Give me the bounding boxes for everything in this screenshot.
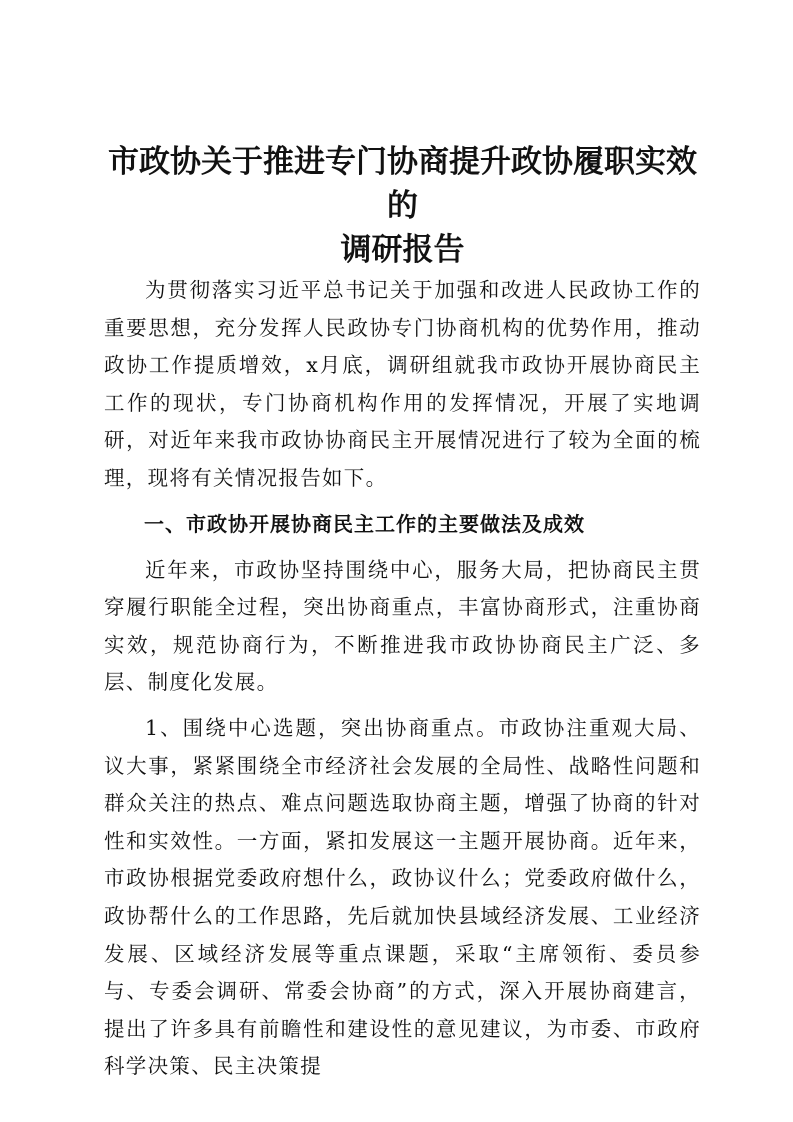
point-1-paragraph: 1、围绕中心选题，突出协商重点。市政协注重观大局、议大事，紧紧围绕全市经济社会发展的全局性、战略性问题和群众关注的热点、难点问题选取协商主题，增强了协商的针对性和实效性。一方面，紧扣发展这一主题开展协商。近年来，市政协根据党委政府想什么，政协议什么；党委政府做什么，政协帮什么的工作思路，先后就加快县域经济发展、工业经济发展、区域经济发展等重点课题，采取“主席领衔、委员参与、专委会调研、常委会协商”的方式，深入开展协商建言，提出了许多具有前瞻性和建设性的意见建议，为市委、市政府科学决策、民主决策提: [104, 715, 701, 1079]
intro-paragraph: 为贯彻落实习近平总书记关于加强和改进人民政协工作的重要思想，充分发挥人民政协专门协商机构的优势作用，推动政协工作提质增效，x月底，调研组就我市政协开展协商民主工作的现状，专门协商机构作用的发挥情况，开展了实地调研，对近年来我市政协协商民主开展情况进行了较为全面的梳理，现将有关情况报告如下。: [104, 278, 701, 490]
section-1-paragraph: 近年来，市政协坚持围绕中心，服务大局，把协商民主贯穿履行职能全过程，突出协商重点，丰富协商形式，注重协商实效，规范协商行为，不断推进我市政协协商民主广泛、多层、制度化发展。: [104, 557, 701, 695]
document-title: [104, 140, 701, 272]
title-line-1: 市政协关于推进专门协商提升政协履职实效的: [108, 144, 697, 224]
title-line-2: 调研报告: [340, 232, 465, 268]
paragraph-gap: [104, 702, 701, 710]
section-1-heading: 一、市政协开展协商民主工作的主要做法及成效: [144, 511, 585, 536]
